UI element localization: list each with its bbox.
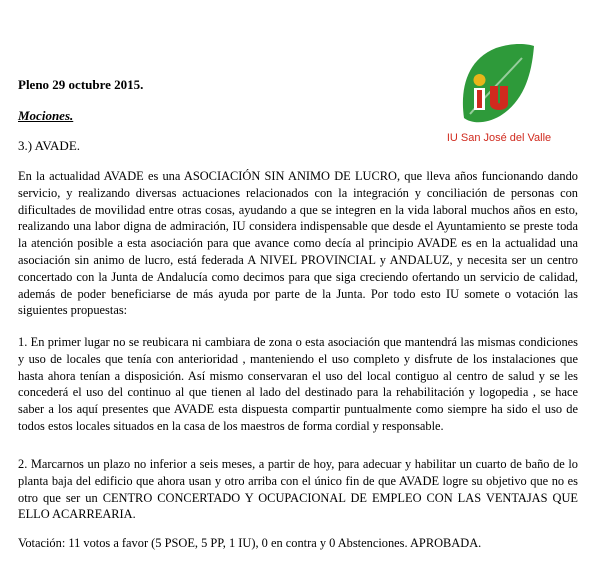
- section-heading: Mociones.: [18, 108, 74, 123]
- document-title: Pleno 29 octubre 2015.: [18, 77, 144, 92]
- iu-logo: [432, 40, 562, 180]
- paragraph-proposal-1: 1. En primer lugar no se reubicara ni cambiara de zona o esta asociación que mantendrá las mismas condiciones y uso de locales que tenía con anterioridad , manteniendo el uso completo y disfrute de los instalaciones que hasta ahora tenían a disposición. Así mismo conservaran el uso del local contiguo al centro de salud y se les concederá el uso del continuo al que tienen al lado del destinado para la rehabilitación y logopedia , se hace saber a los aquí presentes que AVADE esta dispuesta compartir puntualmente como siempre ha sido el uso de todos estos locales situados en la casa de los maestros de forma cordial y responsable.: [18, 335, 578, 433]
- item-heading: 3.) AVADE.: [18, 138, 81, 153]
- paragraph-proposal-2: 2. Marcarnos un plazo no inferior a seis meses, a partir de hoy, para adecuar y habilitar un cuarto de baño de lo planta baja del edificio que ahora usan y otro arriba con el único fin de que AVADE logre su objetivo que no es otro que ser un CENTRO CONCERTADO Y OCUPACIONAL DE EMPLEO CON LAS VENTAJAS QUE ELLO ACARREARIA.: [18, 457, 578, 522]
- iu-leaf-icon: [456, 40, 538, 128]
- logo-caption: IU San José del Valle: [446, 132, 552, 144]
- paragraph-intro: En la actualidad AVADE es una ASOCIACIÓN SIN ANIMO DE LUCRO, que lleva años funcionando dando servicio, y realizando diversas actuaciones relacionados con la integración y conciliación de personas con dificultades de movilidad entre otras cosas, ayudando a que se integren en la vida laboral muchos años en esto, realizando una labor digna de admiración, IU considera indispensable que desde el Ayuntamiento se preste toda la atención posible a esta asociación para que avance como decía al principio AVADE es en la actualidad una asociación sin animo de lucro, está federada A NIVEL PROVINCIAL y ANDALUZ, y necesita ser un centro concertado con la Junta de Andalucía como decimos para que siga creciendo ofertando un servicio de calidad, además de poder beneficiarse de más ayuda por parte de la Junta. Por todo esto IU somete o votación las siguientes propuestas:: [18, 169, 578, 318]
- paragraph-vote: Votación: 11 votos a favor (5 PSOE, 5 PP, 1 IU), 0 en contra y 0 Abstenciones. APROBADA.: [18, 536, 482, 550]
